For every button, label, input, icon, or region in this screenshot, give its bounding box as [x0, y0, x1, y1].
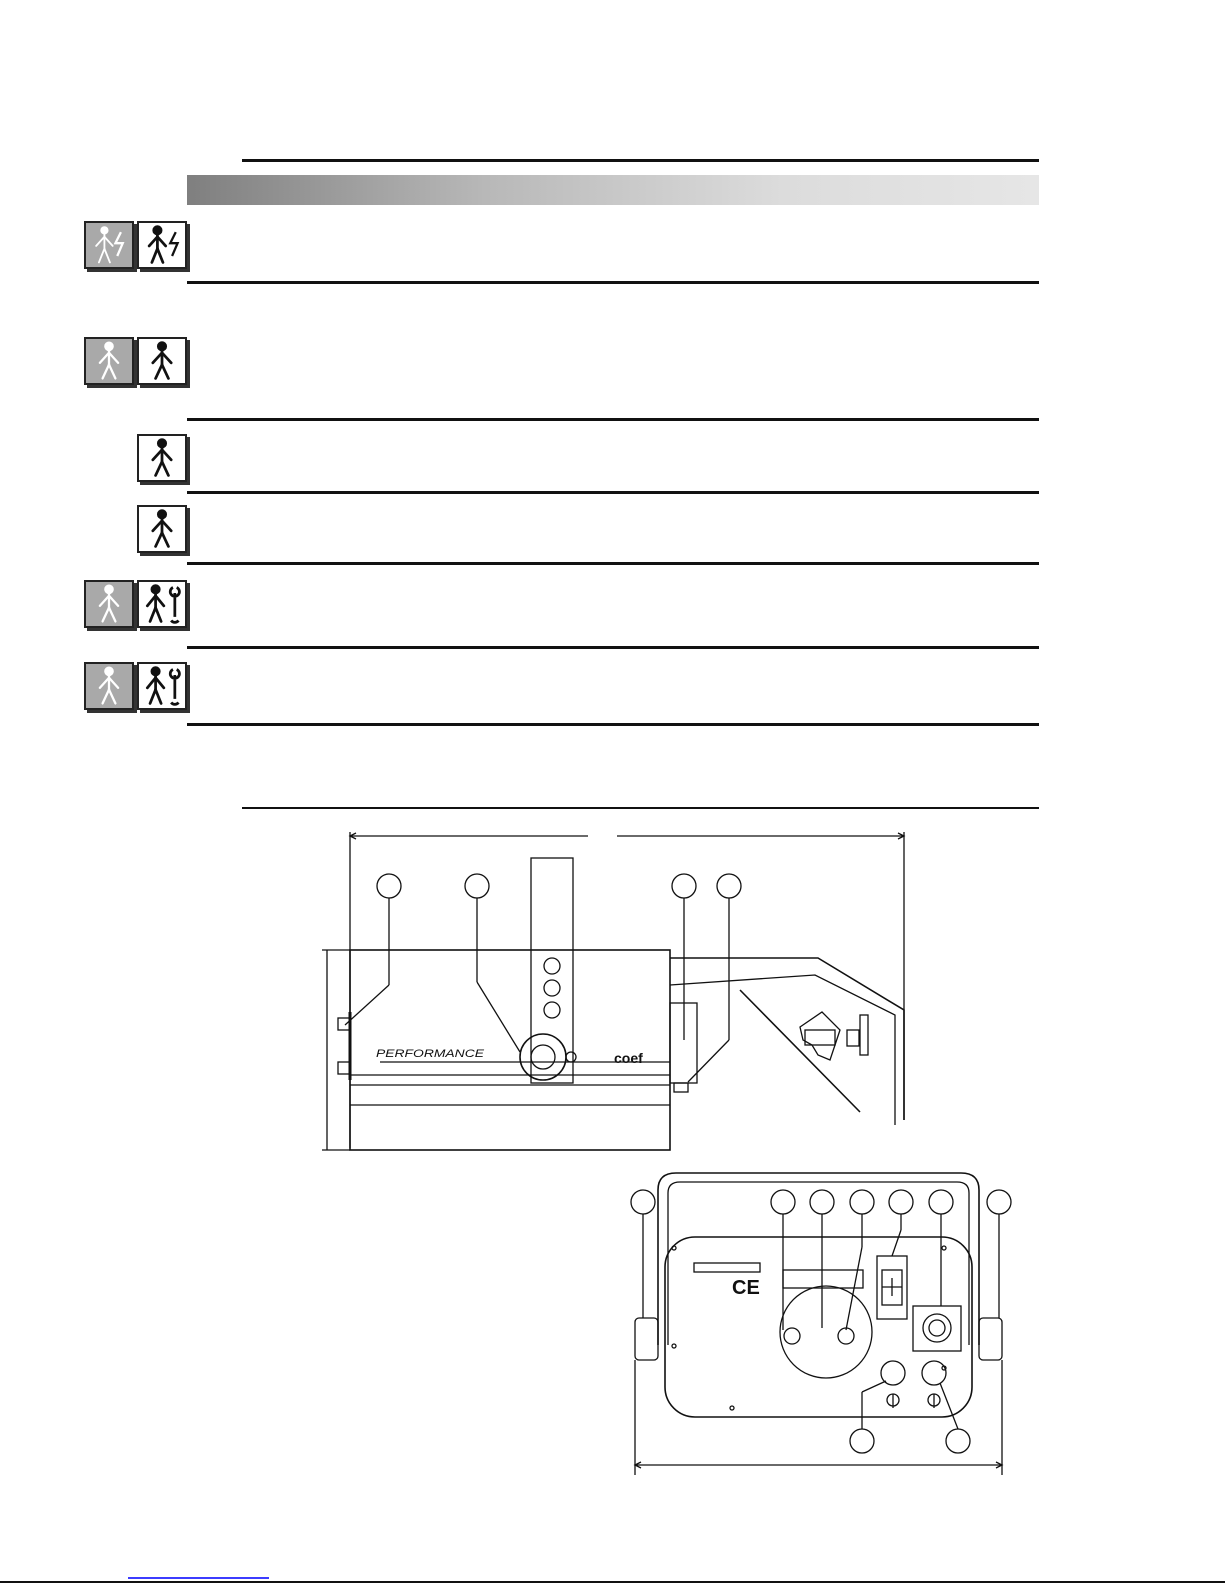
power-inlet	[913, 1306, 961, 1351]
callout-circle	[465, 874, 489, 898]
rear-view	[631, 1173, 1011, 1475]
brand-label: PERFORMANCE	[376, 1048, 485, 1060]
coef-logo: coef	[614, 1050, 643, 1066]
callout-circle	[672, 874, 696, 898]
callout-circle	[377, 874, 401, 898]
yoke-knob	[520, 1034, 566, 1080]
dmx-out-connector	[922, 1361, 946, 1385]
bottom-rule	[0, 1581, 1225, 1583]
lamp-socket	[780, 1286, 872, 1378]
side-knob-right	[979, 1318, 1002, 1360]
callout-circle	[717, 874, 741, 898]
height-dimension-line	[322, 950, 350, 1150]
side-knob-left	[635, 1318, 658, 1360]
footer-link-underline[interactable]	[128, 1577, 269, 1579]
rear-panel	[665, 1237, 972, 1417]
ce-mark: CE	[732, 1277, 760, 1299]
width-dimension-line	[350, 832, 904, 1148]
